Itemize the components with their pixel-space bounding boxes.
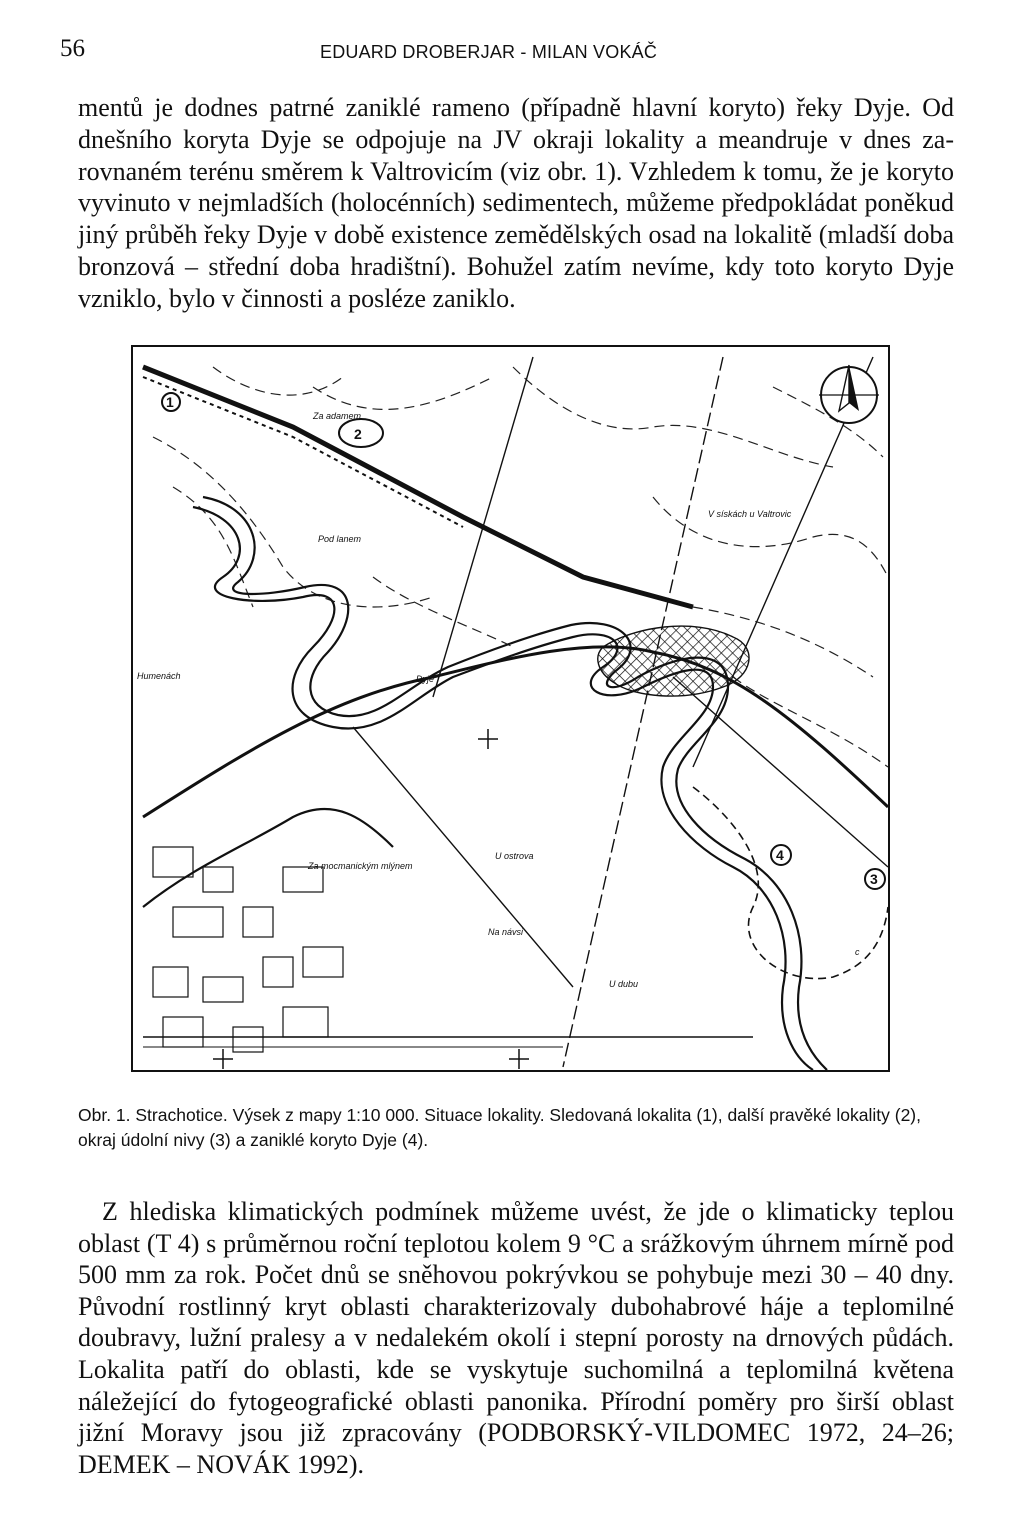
building <box>173 907 223 937</box>
building <box>283 1007 328 1037</box>
page-number: 56 <box>60 35 85 62</box>
contour-line <box>213 367 343 395</box>
site-area-hatched <box>598 626 749 696</box>
boundary-line <box>353 727 573 987</box>
svg-text:4: 4 <box>776 847 784 863</box>
svg-text:3: 3 <box>870 871 878 887</box>
building <box>153 967 188 997</box>
label-za-adamem: Za adamem <box>313 411 362 421</box>
railway-line <box>143 367 693 607</box>
contour-line <box>173 487 253 607</box>
north-arrow-icon <box>819 365 879 423</box>
site-marker-3 <box>865 869 885 889</box>
body-paragraph-2: Z hlediska klimatických podmínek můžeme uvést, že jde o klimaticky teplou oblast (T 4) s průměrnou roční teplotou kolem 9 °C a srážkovým úhrnem mírně pod 500 mm za rok. Počet dnů se sněhovou pokrývkou se pohybuje mezi 30 – 40 dny. Původní rostlinný kryt oblasti charakterizovaly dubohabrové háje a teplomilné doubravy, lužní pralesy a v nedalekém okolí i stepní porosty na drnových půdách. Lokalita patří do oblasti, kde se vyskytuje suchomilná a teplomilná květena náležející do fytogeografické oblasti panonika. Přírodní poměry pro širší oblast jižní Moravy jsou již zpracovány (PODBORSKÝ-VILDOMEC 1972, 24–26; DEMEK – NOVÁK 1992). <box>78 1197 954 1479</box>
building <box>203 977 243 1002</box>
building <box>303 947 343 977</box>
building <box>233 1027 263 1052</box>
contour-line <box>513 367 833 467</box>
svg-text:2: 2 <box>354 426 362 442</box>
boundary-line <box>563 357 723 1067</box>
figure-caption: Obr. 1. Strachotice. Výsek z mapy 1:10 000. Situace lokality. Sledovaná lokalita (1), další pravěké lokality (2), okraj údolní nivy (3) a zaniklé koryto Dyje (4). <box>78 1105 921 1150</box>
road-line <box>143 647 888 817</box>
label-humenach: Humenách <box>137 671 181 681</box>
label-v-siskach: V sískách u Valtrovic <box>708 509 792 519</box>
label-c: c <box>855 947 860 957</box>
map-drawing <box>133 347 888 1070</box>
map-figure <box>131 345 890 1072</box>
village-road <box>143 809 393 907</box>
label-u-dubu: U dubu <box>609 979 639 989</box>
label-za-mlynem: Za mocmanickým mlýnem <box>308 861 413 871</box>
contour-line <box>373 577 513 647</box>
site-marker-1 <box>162 393 180 411</box>
building <box>243 907 273 937</box>
building <box>163 1017 203 1047</box>
label-na-navsi: Na návsi <box>488 927 524 937</box>
building <box>153 847 193 877</box>
label-dyje: Dyje <box>416 674 435 684</box>
svg-text:1: 1 <box>166 394 174 410</box>
railway-ties <box>143 377 463 527</box>
building <box>203 867 233 892</box>
running-head: EDUARD DROBERJAR - MILAN VOKÁČ <box>320 42 658 62</box>
river-dyje-bank <box>203 497 827 1070</box>
body-paragraph-1: mentů je dodnes patrné zaniklé rameno (případně hlavní koryto) řeky Dyje. Od dnešního koryta Dyje se odpojuje na JV okraji lokality a meandruje v dnes zarovnaném terénu směrem k Valtrovicím (viz obr. 1). Vzhledem k tomu, že je koryto vyvinuto v nejmladších (holocénních) sedimentech, můžeme předpokládat poněkud jiný průběh řeky Dyje v době existence zemědělských osad na lokalitě (mladší doba bronzová – střední doba hradištní). Bohužel zatím nevíme, kdy toto koryto Dyje vzniklo, bylo v činnosti a posléze zaniklo. <box>78 93 954 313</box>
contour-line <box>313 377 493 409</box>
contour-line <box>733 677 888 767</box>
site-marker-2 <box>339 419 383 447</box>
label-u-ostrova: U ostrova <box>495 851 534 861</box>
building <box>263 957 293 987</box>
label-pod-lanem: Pod lanem <box>318 534 362 544</box>
site-marker-4 <box>771 845 791 865</box>
contour-line <box>153 437 433 607</box>
